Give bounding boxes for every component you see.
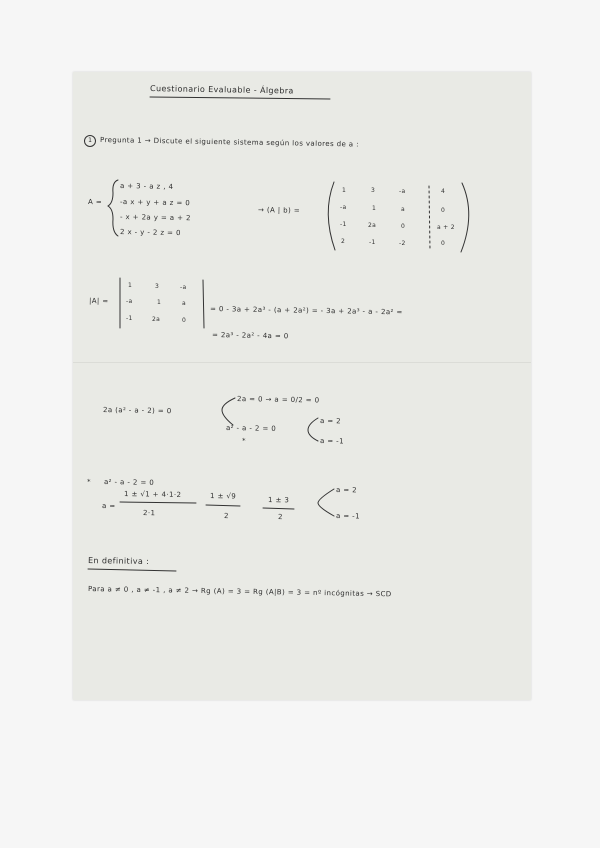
aug-cell: 2 [341, 238, 346, 245]
det-cell: 2a [152, 316, 161, 323]
aug-cell: a + 2 [437, 224, 455, 231]
quadratic-fraction-bar [120, 502, 196, 503]
factor-root-2: a = -1 [319, 437, 345, 446]
aug-cell: 2a [368, 222, 377, 229]
aug-cell: -1 [369, 239, 376, 246]
quadratic-root-1: a = 2 [335, 486, 358, 495]
roots-chevron [308, 418, 318, 441]
aug-cell: -a [399, 188, 406, 195]
aug-cell: 1 [342, 187, 347, 194]
augmented-arrow-label: → (A | b) = [257, 206, 301, 215]
quadratic-step2-num: 1 ± √9 [209, 492, 237, 501]
aug-cell: 1 [372, 205, 377, 212]
det-result: = 2a³ - 2a² - 4a = 0 [211, 331, 289, 341]
det-cell: 1 [157, 299, 162, 306]
det-cell: -1 [126, 315, 133, 322]
factor-star: * [241, 437, 246, 446]
aug-cell: 4 [441, 188, 446, 195]
step2-fraction-bar [206, 505, 240, 506]
aug-left-paren [328, 182, 335, 250]
question-text: Pregunta 1 → Discute el siguiente sistema según los valores de a : [99, 136, 359, 149]
det-cell: 3 [155, 283, 160, 290]
quadratic-root-2: a = -1 [335, 512, 361, 521]
system-brace [108, 180, 118, 236]
det-cell: 0 [182, 317, 187, 324]
det-cell: -a [126, 298, 133, 305]
aug-cell: -a [340, 204, 347, 211]
det-cell: a [182, 300, 186, 307]
det-right-bar [203, 280, 204, 328]
factor-branch-2: a² - a - 2 = 0 [225, 424, 277, 433]
conclusion-text: Para a ≠ 0 , a ≠ -1 , a ≠ 2 → Rg (A) = 3 = Rg (A|B) = 3 = nº incógnitas → SCD [87, 585, 392, 599]
det-label: |A| = [88, 297, 109, 306]
aug-cell: -2 [399, 240, 406, 247]
quadratic-step3-den: 2 [277, 513, 283, 522]
aug-right-paren [461, 183, 469, 252]
factor-equation: 2a (a² - a - 2) = 0 [102, 406, 172, 416]
quadratic-bullet: * [86, 478, 91, 487]
factor-chevron [222, 398, 235, 425]
quadratic-step2-den: 2 [223, 512, 229, 521]
aug-cell: 0 [441, 207, 446, 214]
factor-branch-1: 2a = 0 → a = 0/2 = 0 [236, 395, 320, 405]
title-underline [150, 97, 330, 99]
det-cell: -a [180, 284, 187, 291]
aug-separator [429, 186, 430, 250]
aug-cell: -1 [340, 221, 347, 228]
quadratic-numerator: 1 ± √1 + 4·1·2 [123, 490, 182, 500]
conclusion-underline [88, 569, 176, 571]
quadratic-step3-num: 1 ± 3 [267, 496, 290, 505]
aug-cell: 0 [401, 223, 406, 230]
quadratic-denominator: 2·1 [142, 509, 156, 518]
det-cell: 1 [128, 282, 133, 289]
factor-root-1: a = 2 [319, 417, 342, 426]
conclusion-heading: En definitiva : [87, 556, 150, 567]
quadratic-roots-chevron [318, 489, 334, 516]
aug-cell: a [401, 206, 405, 213]
quadratic-a-equals: a = [101, 502, 116, 511]
system-label: A = [87, 198, 103, 207]
step3-fraction-bar [263, 508, 294, 509]
question-number-circle: 1 [84, 135, 96, 147]
det-expansion: = 0 - 3a + 2a³ - (a + 2a²) = - 3a + 2a³ - a - 2a² = [209, 305, 403, 317]
system-row-4: 2 x - y - 2 z = 0 [119, 228, 181, 238]
aug-cell: 3 [371, 187, 376, 194]
aug-cell: 0 [441, 240, 446, 247]
system-row-3: - x + 2a y = a + 2 [119, 213, 191, 223]
page-title: Cuestionario Evaluable - Álgebra [149, 84, 294, 96]
system-row-1: a + 3 - a z , 4 [119, 182, 174, 191]
system-row-2: -a x + y + a z = 0 [119, 198, 191, 208]
quadratic-equation: a² - a - 2 = 0 [103, 478, 155, 487]
